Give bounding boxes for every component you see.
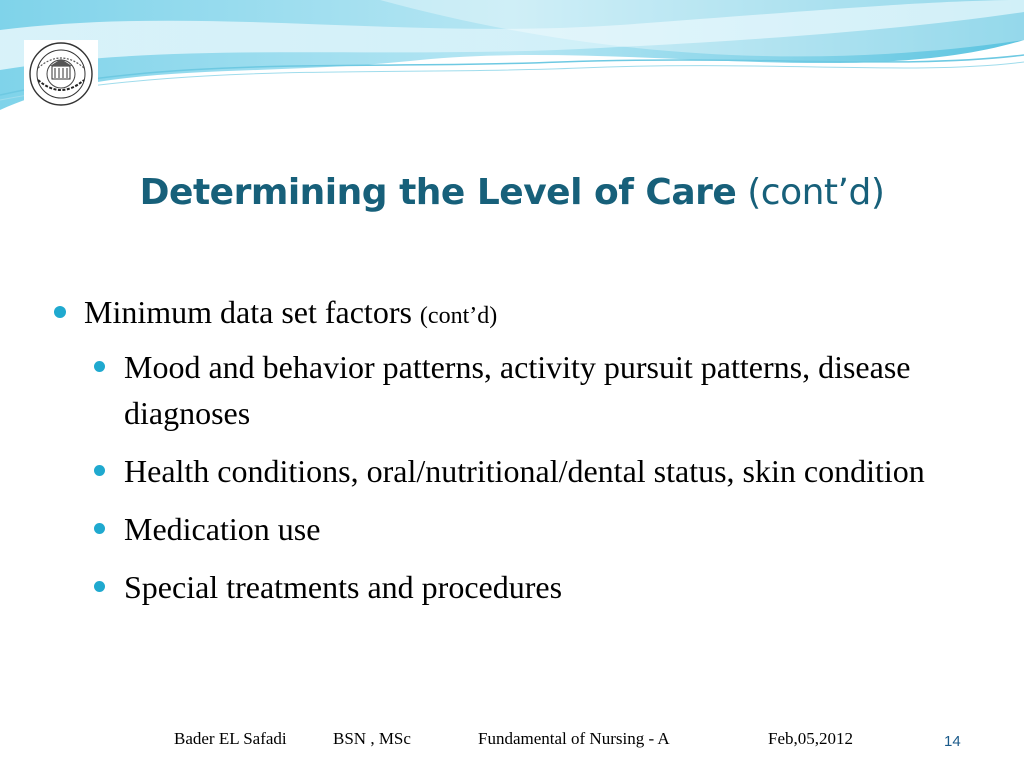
- bullet-level2: [94, 344, 992, 436]
- footer-date: Feb,05,2012: [768, 729, 853, 748]
- slide-title: [0, 172, 1024, 213]
- bullet-dot-icon: [94, 465, 105, 476]
- bullet-text: Mood and behavior patterns, activity pursuit patterns, disease diagnoses: [124, 349, 911, 431]
- university-seal-icon: [24, 40, 98, 108]
- bullet-dot-icon: [94, 523, 105, 534]
- bullet-dot-icon: [94, 361, 105, 372]
- header-wave-decoration: [0, 0, 1024, 130]
- bullet-level1: [52, 290, 992, 338]
- page-number: 14: [944, 733, 961, 750]
- bullet-text: Special treatments and procedures: [124, 569, 563, 605]
- slide-title-suffix: (cont’d): [736, 172, 885, 213]
- slide-title-main: Determining the Level of Care: [139, 172, 737, 213]
- bullet-dot-icon: [94, 581, 105, 592]
- bullet-level2: [94, 448, 992, 494]
- slide-body: [52, 290, 992, 622]
- bullet-dot-icon: [54, 306, 66, 318]
- bullet-text: Health conditions, oral/nutritional/dental status, skin condition: [124, 453, 925, 489]
- bullet-text: Medication use: [124, 511, 321, 547]
- footer-course: Fundamental of Nursing - A: [478, 729, 670, 748]
- footer-author: Bader EL Safadi: [174, 729, 287, 748]
- university-logo: [24, 40, 98, 108]
- bullet-level2: [94, 506, 992, 552]
- bullet-level2: [94, 564, 992, 610]
- bullet-text: Minimum data set factors: [84, 294, 420, 330]
- footer-degree: BSN , MSc: [333, 729, 411, 748]
- bullet-suffix: (cont’d): [419, 303, 498, 329]
